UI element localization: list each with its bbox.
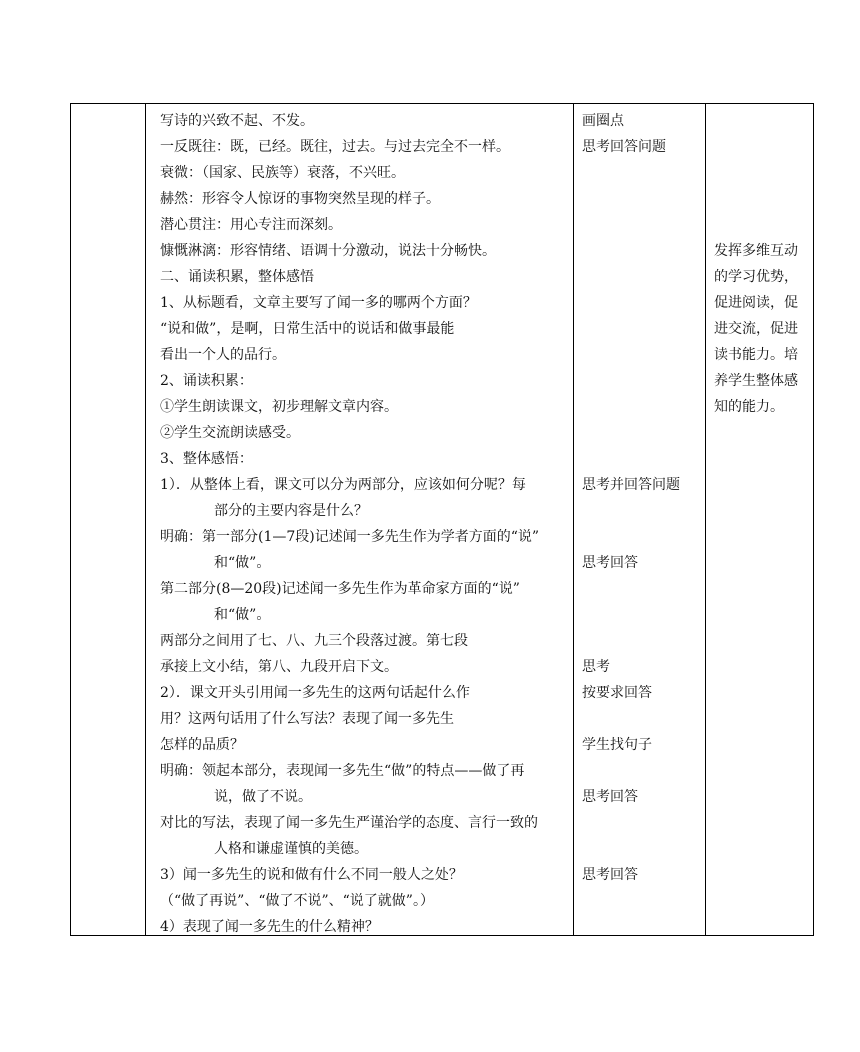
content-line: 说，做了不说。 xyxy=(214,789,312,805)
activity-line: 思考并回答问题 xyxy=(582,477,680,493)
content-line: 看出一个人的品行。 xyxy=(160,347,286,363)
intent-line: 养学生整体感 xyxy=(714,373,798,389)
intent-line: 进交流，促进 xyxy=(714,321,798,337)
content-line: 3、整体感悟： xyxy=(160,451,253,467)
activity-line: 思考回答 xyxy=(582,789,638,805)
column-divider-2 xyxy=(573,104,574,935)
content-line: 人格和谦虚谨慎的美德。 xyxy=(214,841,368,857)
activity-line: 画圈点 xyxy=(582,113,624,129)
content-line: 衰微：（国家、民族等）衰落，不兴旺。 xyxy=(160,165,405,181)
content-line: （“做了再说”、“做了不说”、“说了就做”。） xyxy=(160,893,434,909)
activity-line: 按要求回答 xyxy=(582,685,652,701)
intent-line: 的学习优势， xyxy=(714,269,798,285)
content-line: 和“做”。 xyxy=(214,607,271,623)
content-line: 4）表现了闻一多先生的什么精神？ xyxy=(160,919,379,935)
activity-line: 思考回答问题 xyxy=(582,139,666,155)
content-line: 一反既往：既，已经。既往，过去。与过去完全不一样。 xyxy=(160,139,510,155)
content-line: 部分的主要内容是什么？ xyxy=(214,503,368,519)
section-heading: 二、诵读积累，整体感悟 xyxy=(160,269,314,285)
intent-line: 读书能力。培 xyxy=(714,347,798,363)
content-line: 用？这两句话用了什么写法？表现了闻一多先生 xyxy=(160,711,454,727)
content-line: 1、从标题看，文章主要写了闻一多的哪两个方面？ xyxy=(160,295,477,311)
content-line: 第二部分(8—20段)记述闻一多先生作为革命家方面的“说” xyxy=(160,581,520,597)
content-line: 3）闻一多先生的说和做有什么不同一般人之处？ xyxy=(160,867,463,883)
content-line: ②学生交流朗读感受。 xyxy=(160,425,300,441)
content-line: 赫然：形容令人惊讶的事物突然呈现的样子。 xyxy=(160,191,440,207)
content-line: 2、诵读积累： xyxy=(160,373,253,389)
column-divider-3 xyxy=(705,104,706,935)
activity-line: 思考回答 xyxy=(582,867,638,883)
activity-line: 思考 xyxy=(582,659,610,675)
activity-line: 思考回答 xyxy=(582,555,638,571)
content-line: 两部分之间用了七、八、九三个段落过渡。第七段 xyxy=(160,633,468,649)
content-line: 承接上文小结，第八、九段开启下文。 xyxy=(160,659,398,675)
content-line: 明确：领起本部分，表现闻一多先生“做”的特点——做了再 xyxy=(160,763,525,779)
column-divider-1 xyxy=(145,104,146,935)
content-line: 写诗的兴致不起、不发。 xyxy=(160,113,314,129)
content-line: 慷慨淋漓：形容情绪、语调十分激动，说法十分畅快。 xyxy=(160,243,496,259)
content-line: 怎样的品质？ xyxy=(160,737,244,753)
content-line: 和“做”。 xyxy=(214,555,271,571)
content-line: 1）．从整体上看，课文可以分为两部分，应该如何分呢？每 xyxy=(160,477,526,493)
intent-line: 知的能力。 xyxy=(714,399,784,415)
activity-line: 学生找句子 xyxy=(582,737,652,753)
content-line: 2）．课文开头引用闻一多先生的这两句话起什么作 xyxy=(160,685,470,701)
intent-line: 促进阅读，促 xyxy=(714,295,798,311)
content-line: 潜心贯注：用心专注而深刻。 xyxy=(160,217,342,233)
content-line: 对比的写法，表现了闻一多先生严谨治学的态度、言行一致的 xyxy=(160,815,538,831)
content-line: 明确：第一部分(1—7段)记述闻一多先生作为学者方面的“说” xyxy=(160,529,540,545)
lesson-plan-table xyxy=(70,103,814,936)
content-line: “说和做”，是啊，日常生活中的说话和做事最能 xyxy=(160,321,455,337)
content-line: ①学生朗读课文，初步理解文章内容。 xyxy=(160,399,398,415)
intent-line: 发挥多维互动 xyxy=(714,243,798,259)
